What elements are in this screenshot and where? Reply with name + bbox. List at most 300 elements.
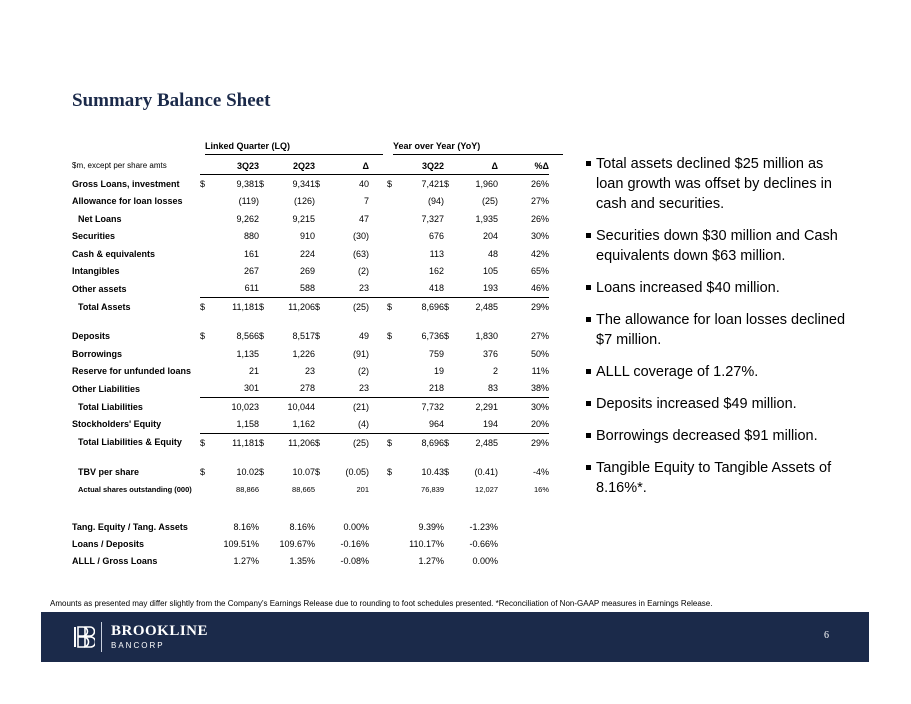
row-label: Total Liabilities [78,401,143,412]
table-row [72,398,549,416]
dollar-sign [387,193,397,210]
cell-value: 759 [428,348,444,359]
ratio-value: 9.39% [418,521,444,532]
cell-value: 2,485 [454,298,498,316]
row-label: Actual shares outstanding (000) [78,484,192,494]
cell-value: 48 [487,248,498,259]
cell-value: 11,181 [210,298,259,316]
cell-value: (21) [325,398,369,416]
cell-pct: 50% [530,348,549,359]
dollar-sign [259,380,269,398]
header-units: $m, except per share amts [72,161,167,171]
bullet-square-icon [586,317,591,322]
dollar-sign [315,345,325,362]
dollar-sign: $ [444,466,450,477]
cell-gap [369,228,387,245]
dollar-sign [315,262,325,279]
dollar-sign: $ [315,179,321,190]
cell-pct: 65% [530,266,549,277]
cell-value: (2) [358,365,369,376]
cell-value: 1,135 [236,348,259,359]
dollar-sign: $ [315,433,325,451]
table-row [72,228,549,245]
cell-value: 2,485 [454,433,498,451]
header-yoy-pct: %Δ [498,157,549,175]
row-label: Total Assets [78,301,131,312]
dollar-sign: $ [200,433,210,451]
ratio-value: -0.66% [469,538,498,549]
dollar-sign: $ [315,298,325,316]
cell-pct: 42% [530,248,549,259]
spacer-row [72,316,549,328]
dollar-sign: $ [444,179,450,190]
cell-pct: 30% [498,398,549,416]
dollar-sign [200,481,210,498]
header-3q22: 3Q22 [397,157,444,175]
cell-value: (0.41) [474,466,498,477]
dollar-sign [444,228,454,245]
cell-pct: 29% [498,298,549,316]
cell-value: 8,696 [397,433,444,451]
cell-value: 23 [304,365,315,376]
bullet-item [584,394,854,414]
dollar-sign [444,262,454,279]
table-row [72,380,549,398]
bullet-square-icon [586,369,591,374]
ratio-label: Tang. Equity / Tang. Assets [72,521,188,532]
dollar-sign [259,415,269,433]
dollar-sign: $ [200,298,210,316]
dollar-sign [200,345,210,362]
cell-value: 12,027 [475,484,498,494]
cell-value: 9,215 [292,213,315,224]
table-row [72,345,549,362]
dollar-sign: $ [387,433,397,451]
cell-value: 7,421 [421,179,444,190]
row-label: Cash & equivalents [72,248,156,259]
cell-value: 301 [243,383,259,394]
ratio-label: Loans / Deposits [72,538,145,549]
dollar-sign [315,362,325,379]
row-label: Deposits [72,331,111,342]
page-title: Summary Balance Sheet [72,90,271,111]
dollar-sign [200,280,210,298]
logo-subtitle: BANCORP [111,641,165,650]
logo-name: BROOKLINE [111,623,209,639]
footnote: Amounts as presented may differ slightly from the Company's Earnings Release due to rounding to foot schedules presented. *Reconciliation of Non-GAAP measures in Earnings Release. [50,599,713,608]
cell-value: 8,696 [397,298,444,316]
cell-value: (126) [293,196,315,207]
cell-value: 10,044 [269,398,315,416]
dollar-sign: $ [444,433,454,451]
cell-value: 676 [428,231,444,242]
table-row [72,298,549,316]
cell-pct: 27% [530,331,549,342]
cell-value: 588 [299,283,315,294]
bullet-item [584,310,854,350]
row-label: Intangibles [72,266,120,277]
dollar-sign [259,210,269,227]
bullet-square-icon [586,161,591,166]
cell-value: 10.43 [421,466,444,477]
cell-value: (25) [481,196,498,207]
table-row [72,362,549,379]
cell-value: 2 [492,365,498,376]
dollar-sign [200,262,210,279]
ratio-value: 0.00% [343,521,369,532]
row-label: Other assets [72,283,127,294]
cell-value: 1,162 [292,419,315,430]
cell-value: 1,935 [475,213,498,224]
page-number: 6 [824,630,829,641]
dollar-sign [444,245,454,262]
cell-value: 278 [299,383,315,394]
cell-value: 2,291 [454,398,498,416]
cell-gap [369,553,387,570]
bullet-text: The allowance for loan losses declined $7 million. [596,312,846,348]
cell-value: (25) [325,433,369,451]
dollar-sign [387,398,397,416]
cell-value: 224 [299,248,315,259]
cell-gap [369,345,387,362]
cell-value: 204 [482,231,498,242]
cell-gap [369,193,387,210]
ratio-value: 109.67% [279,538,315,549]
row-label: Gross Loans, investment [72,178,180,189]
dollar-sign [387,345,397,362]
dollar-sign [200,245,210,262]
cell-gap [369,328,387,345]
bullet-square-icon [586,465,591,470]
table-row [72,175,549,193]
cell-value: 49 [358,331,369,342]
dollar-sign [387,415,397,433]
header-spacer [315,157,325,175]
ratio-value: 8.16% [233,521,259,532]
cell-value: 10.02 [236,466,259,477]
cell-pct: 11% [531,365,549,376]
cell-pct: 46% [530,283,549,294]
cell-value: 105 [482,266,498,277]
dollar-sign: $ [387,331,393,342]
cell-value: (4) [358,419,369,430]
cell-value: 9,341 [292,179,315,190]
dollar-sign [259,362,269,379]
dollar-sign: $ [259,433,269,451]
dollar-sign [200,228,210,245]
dollar-sign [259,398,269,416]
dollar-sign: $ [200,331,206,342]
logo-divider [101,622,102,652]
bullet-item [584,426,854,446]
cell-value: 1,960 [475,179,498,190]
cell-gap [369,380,387,398]
dollar-sign: $ [387,466,393,477]
cell-pct: 30% [530,231,549,242]
cell-value: 6,736 [421,331,444,342]
dollar-sign [200,193,210,210]
ratios-table [72,518,498,570]
dollar-sign [444,210,454,227]
table-row [72,210,549,227]
cell-value: 418 [428,283,444,294]
header-2q23: 2Q23 [269,157,315,175]
bullet-square-icon [586,233,591,238]
dollar-sign [444,380,454,398]
header-spacer [444,157,454,175]
header-spacer [387,157,397,175]
row-label: Net Loans [78,213,122,224]
dollar-sign [315,380,325,398]
dollar-sign [259,345,269,362]
dollar-sign [387,228,397,245]
dollar-sign [387,245,397,262]
cell-value: 19 [433,365,444,376]
cell-gap [369,481,387,498]
header-yoy-delta: Δ [454,157,498,175]
table-row [72,433,549,451]
table-row [72,280,549,298]
ratio-value: 0.00% [472,556,498,567]
header-gap [369,157,387,175]
cell-value: 267 [243,266,259,277]
table-row [72,262,549,279]
bullet-text: Securities down $30 million and Cash equivalents down $63 million. [596,228,838,264]
cell-value: 10,023 [210,398,259,416]
cell-value: 1,830 [475,331,498,342]
bullet-item [584,458,854,498]
cell-value: 47 [358,213,369,224]
cell-gap [369,535,387,552]
dollar-sign [387,380,397,398]
dollar-sign [387,280,397,298]
ratio-row [72,535,498,552]
ratio-value: -0.08% [340,556,369,567]
dollar-sign [444,345,454,362]
cell-gap [369,398,387,416]
bullet-item [584,362,854,382]
cell-gap [369,262,387,279]
dollar-sign [200,362,210,379]
group-header-year-over-year: Year over Year (YoY) [393,141,563,155]
ratio-value: 1.35% [289,556,315,567]
cell-value: 11,206 [269,433,315,451]
ratio-label: ALLL / Gross Loans [72,556,158,567]
dollar-sign: $ [259,298,269,316]
dollar-sign [444,481,454,498]
cell-pct: 26% [530,179,549,190]
dollar-sign [259,193,269,210]
dollar-sign [387,481,397,498]
spacer-cell [72,451,549,463]
cell-value: 910 [299,231,315,242]
table-row [72,193,549,210]
row-label: Total Liabilities & Equity [78,437,182,448]
cell-gap [369,298,387,316]
header-lq-delta: Δ [325,157,369,175]
cell-gap [369,433,387,451]
dollar-sign [444,362,454,379]
table-row [72,415,549,433]
dollar-sign [444,193,454,210]
dollar-sign: $ [200,466,206,477]
cell-value: 1,226 [292,348,315,359]
dollar-sign [315,193,325,210]
dollar-sign [259,280,269,298]
table-row [72,463,549,480]
dollar-sign [259,262,269,279]
cell-value: 11,181 [210,433,259,451]
cell-pct: 27% [530,196,549,207]
row-label: Stockholders' Equity [72,419,162,430]
cell-pct: 20% [530,419,549,430]
cell-value: (2) [358,266,369,277]
cell-value: 21 [248,365,259,376]
cell-value: 23 [358,283,369,294]
cell-gap [369,415,387,433]
cell-gap [369,518,387,535]
balance-sheet-table [72,157,549,498]
commentary-bullets [584,154,854,510]
cell-value: 8,517 [292,331,315,342]
bullet-text: ALLL coverage of 1.27%. [596,364,759,380]
cell-value: (30) [352,231,369,242]
spacer-cell [72,316,549,328]
cell-pct: 16% [533,484,549,494]
cell-value: 9,381 [236,179,259,190]
ratio-value: 1.27% [418,556,444,567]
cell-value: 11,206 [269,298,315,316]
cell-value: 9,262 [236,213,259,224]
dollar-sign [200,415,210,433]
bullet-item [584,154,854,214]
row-label: Borrowings [72,348,123,359]
bullet-text: Deposits increased $49 million. [596,396,797,412]
dollar-sign: $ [387,179,393,190]
dollar-sign [315,415,325,433]
row-label: TBV per share [78,466,140,477]
dollar-sign: $ [259,466,265,477]
dollar-sign [315,210,325,227]
cell-pct: 38% [530,383,549,394]
cell-value: 964 [428,419,444,430]
header-3q23: 3Q23 [210,157,259,175]
cell-value: 88,866 [236,484,259,494]
bullet-item [584,226,854,266]
spacer-row [72,451,549,463]
cell-value: (63) [352,248,369,259]
cell-value: 193 [482,283,498,294]
cell-value: 7 [363,196,369,207]
dollar-sign [200,210,210,227]
cell-gap [369,245,387,262]
cell-pct: 29% [498,433,549,451]
dollar-sign: $ [315,331,321,342]
cell-value: (25) [325,298,369,316]
ratio-value: 8.16% [289,521,315,532]
cell-gap [369,210,387,227]
cell-value: (119) [238,196,259,207]
bullet-square-icon [586,433,591,438]
cell-value: 376 [482,348,498,359]
cell-value: 269 [299,266,315,277]
table-row [72,245,549,262]
cell-value: 10.07 [292,466,315,477]
cell-value: (91) [352,348,369,359]
cell-value: 218 [428,383,444,394]
bullet-item [584,278,854,298]
header-spacer [200,157,210,175]
dollar-sign [387,210,397,227]
cell-value: 7,732 [397,398,444,416]
cell-gap [369,175,387,193]
dollar-sign [387,262,397,279]
cell-pct: 26% [530,213,549,224]
cell-value: 611 [244,283,259,294]
bullet-square-icon [586,285,591,290]
dollar-sign [444,415,454,433]
bullet-text: Loans increased $40 million. [596,280,780,296]
cell-value: 161 [243,248,259,259]
dollar-sign: $ [200,179,206,190]
ratio-value: -0.16% [340,538,369,549]
cell-value: 76,839 [421,484,444,494]
dollar-sign: $ [315,466,321,477]
dollar-sign [444,398,454,416]
dollar-sign [315,398,325,416]
row-label: Allowance for loan losses [72,196,183,207]
table-row [72,328,549,345]
bullet-square-icon [586,401,591,406]
row-label: Other Liabilities [72,383,141,394]
ratio-value: -1.23% [469,521,498,532]
cell-value: 88,665 [292,484,315,494]
dollar-sign [315,228,325,245]
group-header-linked-quarter: Linked Quarter (LQ) [205,141,383,155]
cell-value: 201 [356,484,369,494]
cell-value: (94) [427,196,444,207]
bullet-text: Tangible Equity to Tangible Assets of 8.16%*. [596,460,832,496]
dollar-sign [259,228,269,245]
cell-pct: -4% [532,466,549,477]
ratio-row [72,518,498,535]
ratio-value: 110.17% [409,538,444,549]
cell-value: 83 [487,383,498,394]
cell-value: 162 [428,266,444,277]
dollar-sign [387,362,397,379]
ratio-value: 1.27% [233,556,259,567]
dollar-sign [200,380,210,398]
ratio-row [72,553,498,570]
dollar-sign: $ [444,298,454,316]
dollar-sign [259,245,269,262]
dollar-sign: $ [387,298,397,316]
cell-value: 40 [358,179,369,190]
dollar-sign [200,398,210,416]
table-row [72,481,549,498]
bullet-text: Borrowings decreased $91 million. [596,428,818,444]
cell-value: 880 [243,231,259,242]
cell-gap [369,362,387,379]
row-label: Securities [72,231,116,242]
brookline-logo-icon [73,625,95,649]
cell-value: (0.05) [345,466,369,477]
cell-value: 1,158 [236,419,259,430]
dollar-sign [315,481,325,498]
dollar-sign: $ [259,331,265,342]
ratio-value: 109.51% [223,538,259,549]
cell-value: 23 [358,383,369,394]
